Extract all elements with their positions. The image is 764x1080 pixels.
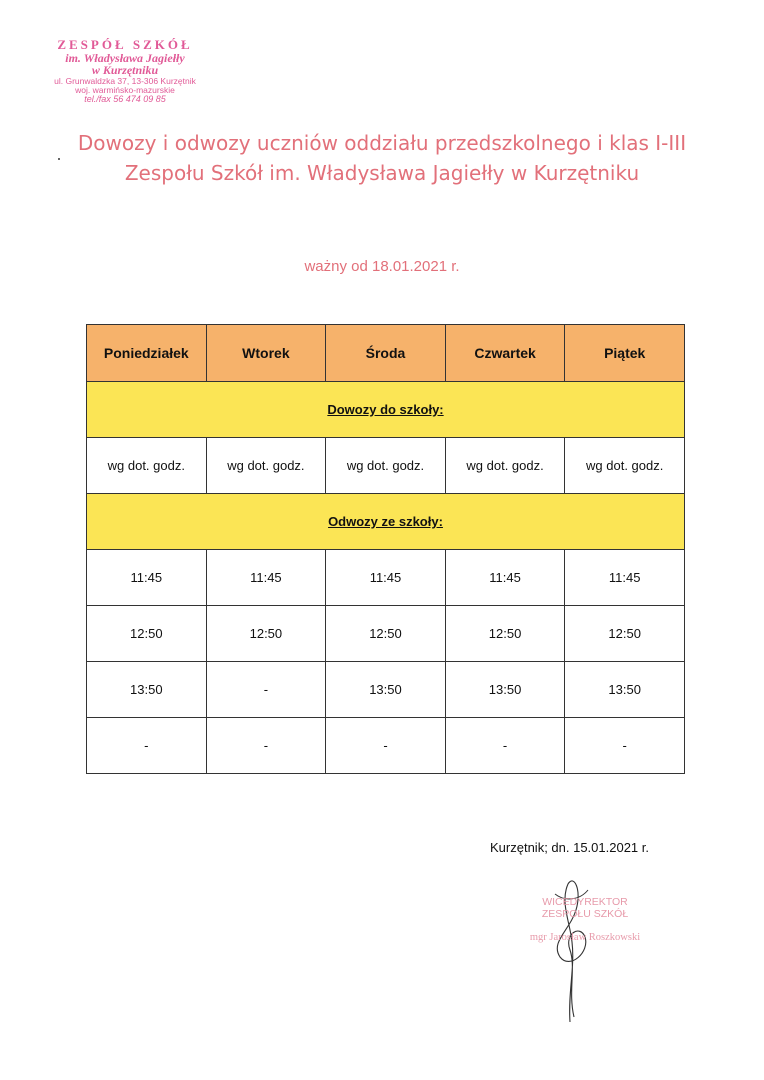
page-title-line-2: Zespołu Szkół im. Władysława Jagiełły w Kurzętniku (124, 161, 640, 185)
table-cell: - (445, 718, 565, 774)
table-row (87, 606, 685, 662)
table-cell: 13:50 (445, 662, 565, 718)
table-cell: 13:50 (87, 662, 207, 718)
table-cell: - (326, 718, 446, 774)
table-cell: 12:50 (445, 606, 565, 662)
table-cell: wg dot. godz. (87, 438, 207, 494)
table-cell: 12:50 (326, 606, 446, 662)
table-row (87, 438, 685, 494)
header-cell: Wtorek (206, 325, 326, 382)
table-cell: 11:45 (326, 550, 446, 606)
schedule-table (86, 324, 685, 774)
stamp-phone: tel./fax 56 474 09 85 (84, 93, 166, 104)
section-row-from-school (87, 494, 685, 550)
table-cell: 12:50 (206, 606, 326, 662)
stamp-line-1: ZESPÓŁ SZKÓŁ (57, 37, 193, 52)
header-cell: Czwartek (445, 325, 565, 382)
signature-title-1: WICEDYREKTOR (542, 896, 628, 908)
table-cell: 12:50 (87, 606, 207, 662)
table-cell: - (87, 718, 207, 774)
stamp-address: ul. Grunwaldzka 37, 13-306 Kurzętnik (54, 75, 196, 86)
signature-name: mgr Jarosław Roszkowski (529, 932, 641, 944)
header-row (87, 325, 685, 382)
table-cell: - (565, 718, 685, 774)
page-title-line-1: Dowozy i odwozy uczniów oddziału przedszkolnego i klas I-III (77, 131, 687, 155)
header-cell: Środa (326, 325, 446, 382)
table-cell: wg dot. godz. (565, 438, 685, 494)
table-cell: - (206, 662, 326, 718)
section-row-to-school (87, 382, 685, 438)
section-label-from-school: Odwozy ze szkoły: (87, 494, 685, 550)
table-row (87, 550, 685, 606)
dot-mark (58, 158, 60, 160)
table-cell: 11:45 (87, 550, 207, 606)
stamp-line-2: im. Władysława Jagiełły (65, 50, 185, 65)
table-cell: - (206, 718, 326, 774)
signature-title-2: ZESPOŁU SZKÓŁ (541, 907, 629, 920)
stamp-line-3: w Kurzętniku (91, 63, 159, 78)
signature-block (505, 897, 665, 944)
table-row (87, 718, 685, 774)
table-cell: wg dot. godz. (445, 438, 565, 494)
valid-from: ważny od 18.01.2021 r. (304, 258, 460, 275)
header-cell: Poniedziałek (87, 325, 207, 382)
place-date: Kurzętnik; dn. 15.01.2021 r. (490, 840, 649, 855)
section-label-to-school: Dowozy do szkoły: (87, 382, 685, 438)
table-row (87, 662, 685, 718)
table-cell: 12:50 (565, 606, 685, 662)
school-stamp (30, 38, 220, 104)
table-cell: 13:50 (326, 662, 446, 718)
table-cell: 11:45 (565, 550, 685, 606)
header-cell: Piątek (565, 325, 685, 382)
stamp-region: woj. warmińsko-mazurskie (75, 84, 175, 95)
table-cell: 13:50 (565, 662, 685, 718)
table-cell: wg dot. godz. (326, 438, 446, 494)
table-cell: 11:45 (445, 550, 565, 606)
table-cell: wg dot. godz. (206, 438, 326, 494)
table-cell: 11:45 (206, 550, 326, 606)
